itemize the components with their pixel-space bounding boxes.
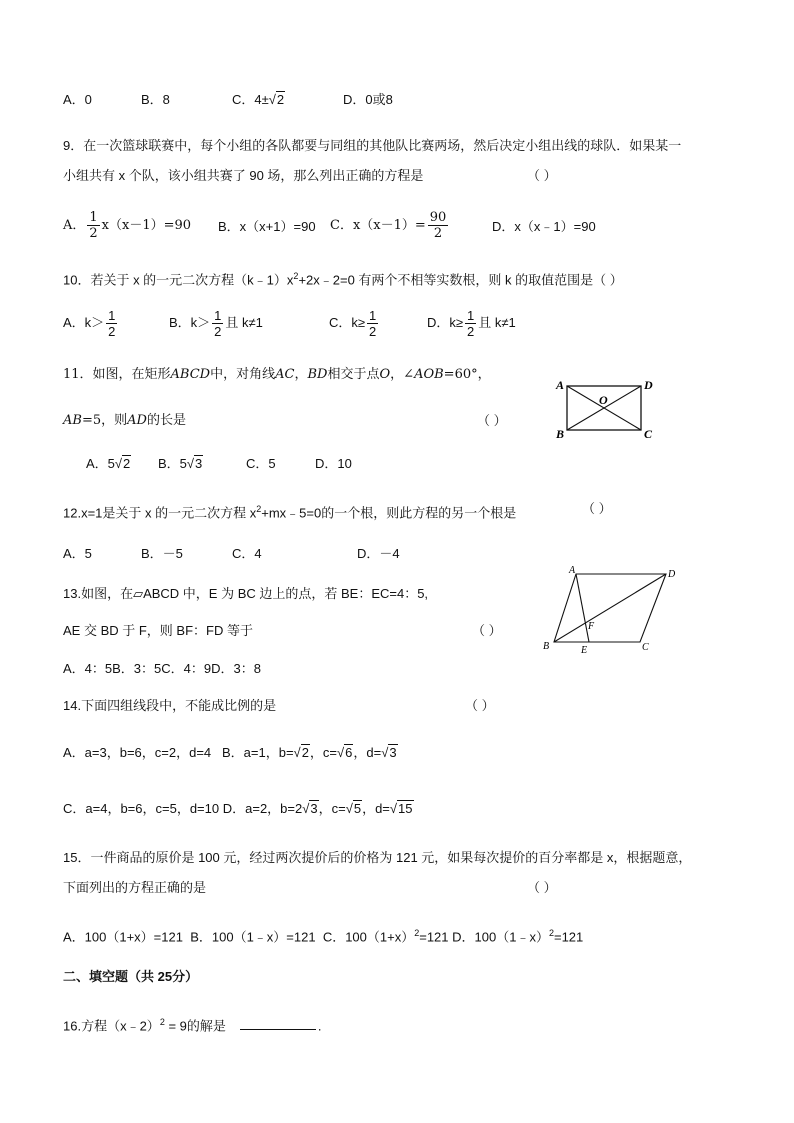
label-c: C	[642, 642, 649, 653]
q10-option-a: A．k＞ $\frac{1}{2}$	[63, 308, 116, 339]
q15-stem-line2: 下面列出的方程正确的是	[63, 880, 207, 895]
label-c: C	[644, 427, 653, 441]
q11-answer-paren: （ ）	[477, 413, 507, 428]
q13-answer-paren: （ ）	[472, 623, 502, 638]
label-a: A	[569, 565, 576, 576]
q9-stem-line2: 小组共有 x 个队，该小组共赛了 90 场，那么列出正确的方程是	[63, 168, 424, 183]
q13-options: A．4：5B．3：5C．4：9D．3：8	[63, 661, 261, 676]
q10-stem: 10．若关于 x 的一元二次方程$(k﹣1)x^2+2x﹣2=0$ 有两个不相等实数根，则 k 的取值范围是（ ）	[63, 271, 623, 288]
q8-option-c: C．4±√2	[232, 92, 285, 107]
q10-option-b: B．k＞ $\frac{1}{2}$ 且 k≠1	[169, 308, 263, 339]
q13-parallelogram-figure	[540, 560, 690, 660]
q15-options: A．100（1+x）=121 B．100（1﹣x）=121 C．$100(1+x)^2=121$ D．100（1﹣x）$^2$=121	[63, 928, 584, 945]
label-d: D	[644, 378, 653, 392]
q13-stem-line2: AE 交 BD 于 F，则 BF：FD 等于	[63, 623, 253, 638]
q11-stem-line2: AB=5，则AD的长是	[63, 413, 186, 428]
q9-option-d: D．x（x﹣1）=90	[492, 219, 596, 234]
q12-stem: 12.x=1是关于 x 的一元二次方程 $x^2+mx﹣5=0$的一个根，则此方程的另一个根是	[63, 504, 517, 521]
q9-answer-paren: （ ）	[527, 168, 557, 183]
label-e: E	[581, 645, 588, 656]
q12-option-d: D．－4	[357, 546, 400, 561]
q9-stem-line1: 9．在一次篮球联赛中，每个小组的各队都要与同组的其他队比赛两场，然后决定小组出线的球队．如果某一	[63, 138, 682, 153]
label-d: D	[668, 569, 676, 580]
q12-option-c: C．4	[232, 546, 262, 561]
label-o: O	[599, 393, 608, 407]
q15-stem-line1: 15．一件商品的原价是 100 元，经过两次提价后的价格为 121 元，如果每次提价的百分率都是 x，根据题意，	[63, 850, 692, 865]
q14-stem: 14.下面四组线段中，不能成比例的是	[63, 698, 277, 713]
q11-stem-line1: 11．如图，在矩形ABCD中，对角线AC，BD相交于点O，∠AOB=60°，	[63, 367, 491, 382]
q12-option-a: A．5	[63, 546, 92, 561]
q15-answer-paren: （ ）	[527, 880, 557, 895]
q14-options-row2: C．a=4，b=6，c=5，d=10 D．a=2，b=2√3，c=√5，d=√15	[63, 801, 413, 816]
q14-answer-paren: （ ）	[465, 698, 495, 713]
section-fill-blank-heading: 二、填空题（共 25分）	[63, 969, 199, 984]
label-f: F	[588, 621, 595, 632]
q11-option-d: D．10	[315, 456, 352, 471]
q16-answer-blank[interactable]	[240, 1017, 316, 1030]
q13-stem-line1: 13.如图，在▱ABCD 中，E 为 BC 边上的点，若 BE：EC=4：5,	[63, 586, 429, 601]
q12-option-b: B．－5	[141, 546, 183, 561]
label-a: A	[556, 378, 565, 392]
q11-option-b: B．5√3	[158, 456, 203, 471]
q9-option-b: B．x（x+1）=90	[218, 219, 316, 234]
q10-option-c: C．k≥ $\frac{1}{2}$	[329, 308, 377, 339]
q11-rectangle-figure	[550, 374, 660, 444]
q8-option-a: A．0	[63, 92, 92, 107]
q9-option-a: A． $\frac{1}{2}$ x（x－1）=90	[63, 210, 192, 241]
q11-option-c: C．5	[246, 456, 276, 471]
q16-stem: 16.方程（x﹣2）$^2$ = 9的解是 .	[63, 1017, 322, 1034]
segment-bd	[554, 574, 666, 642]
q8-option-b: B．8	[141, 92, 170, 107]
q8-option-d: D．0或8	[343, 92, 393, 107]
label-b: B	[556, 427, 565, 441]
q12-answer-paren: （ ）	[582, 501, 612, 516]
q9-option-c: C．x（x－1）= $\frac{90}{2}$	[330, 210, 447, 241]
label-b: B	[543, 641, 550, 652]
q11-option-a: A．5√2	[86, 456, 131, 471]
q14-options-row1: A．a=3，b=6，c=2，d=4 B．a=1，b=√2，c=√6，d=√3	[63, 745, 397, 760]
q10-option-d: D．k≥ $\frac{1}{2}$ 且 k≠1	[427, 308, 516, 339]
